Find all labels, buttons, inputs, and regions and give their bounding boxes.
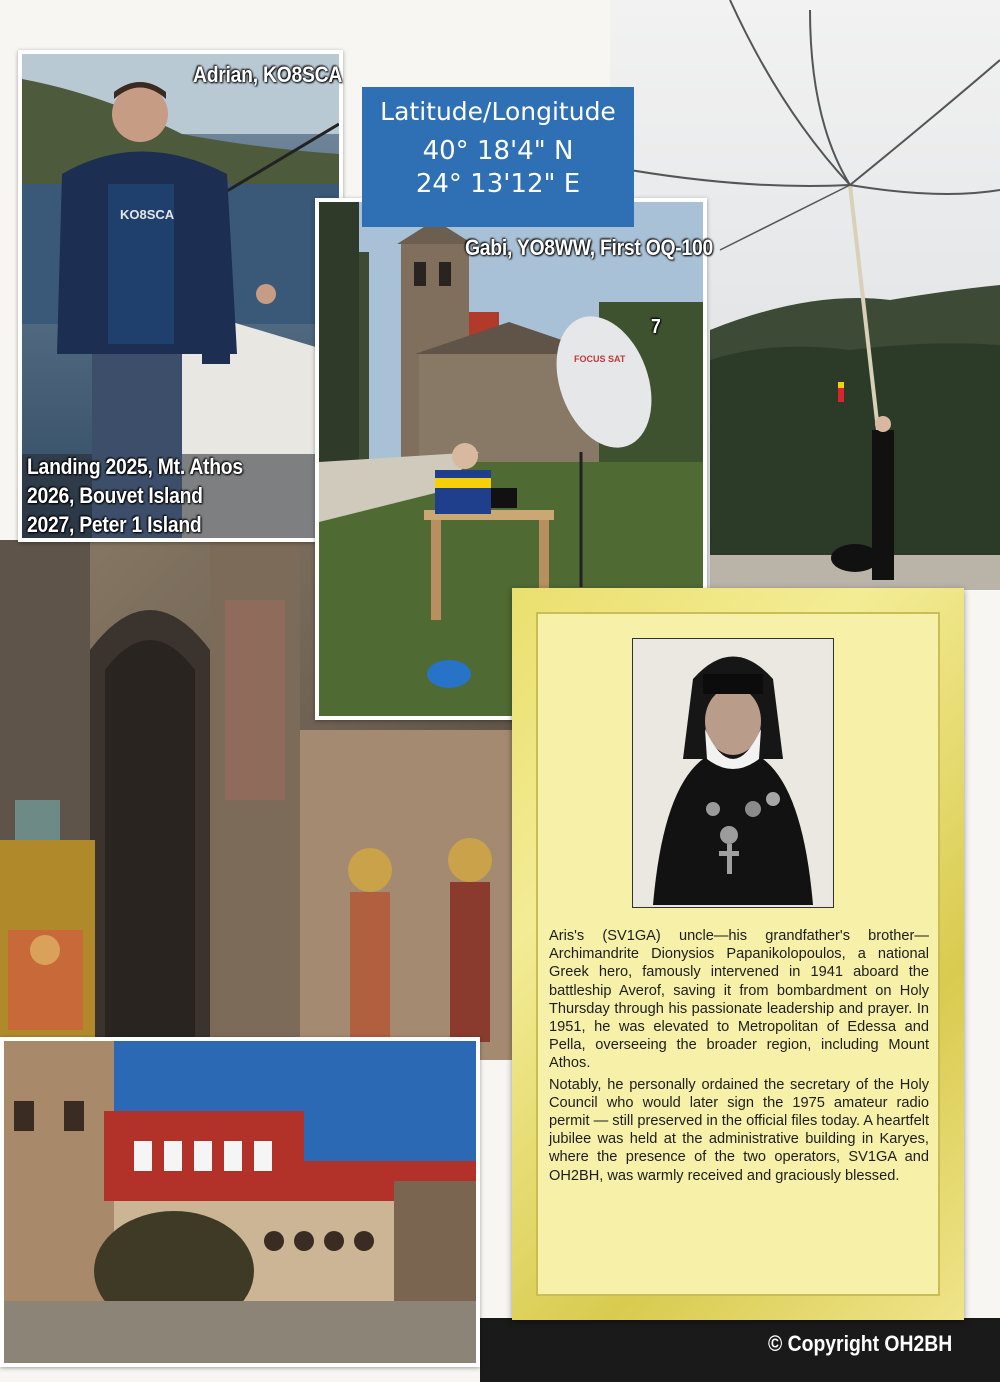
bio-frame: [512, 588, 964, 1320]
landing-line-3: 2027, Peter 1 Island: [27, 512, 202, 537]
shirt-text: KO8SCA: [120, 207, 175, 222]
landing-line-2: 2026, Bouvet Island: [27, 483, 203, 508]
bio-paragraph-1: Aris's (SV1GA) uncle—his grandfather's brother—Archimandrite Dionysios Papanikolopoulos, a national Greek hero, famously intervened in 1941 aboard the battleship Averof, saving it from bombardment on Holy Thursday through his passionate leadership and prayer. In 1951, he was elevated to Metropolitan of Edessa and Pella, overseeing the broader region, including Mount Athos.: [549, 928, 929, 1072]
copyright-notice: © Copyright OH2BH: [768, 1331, 953, 1356]
dish-label: FOCUS SAT: [574, 354, 626, 364]
coordinates-box: [362, 87, 634, 227]
adrian-caption: Adrian, KO8SCA: [193, 62, 343, 87]
corner-number: 7: [651, 316, 661, 338]
gabi-caption: Gabi, YO8WW, First OQ-100: [465, 235, 714, 260]
landing-line-1: Landing 2025, Mt. Athos: [27, 454, 243, 479]
archimandrite-portrait: [632, 638, 834, 908]
latitude-value: 40° 18'4" N: [422, 136, 574, 166]
monastery-illustration: [4, 1041, 480, 1367]
monastery-photo: [0, 1037, 480, 1367]
coordinates-title: Latitude/Longitude: [380, 97, 616, 126]
bio-text: [549, 927, 929, 1188]
portrait-illustration: [633, 639, 831, 905]
longitude-value: 24° 13'12" E: [415, 169, 581, 199]
bio-paragraph-2: Notably, he personally ordained the secretary of the Holy Council who would later sign the 1975 amateur radio permit — still preserved in the official files today. A heartfelt jubilee was held at the administrative building in Karyes, where the presence of the two operators, SV1GA and OH2BH, was warmly received and graciously blessed.: [549, 1076, 929, 1184]
